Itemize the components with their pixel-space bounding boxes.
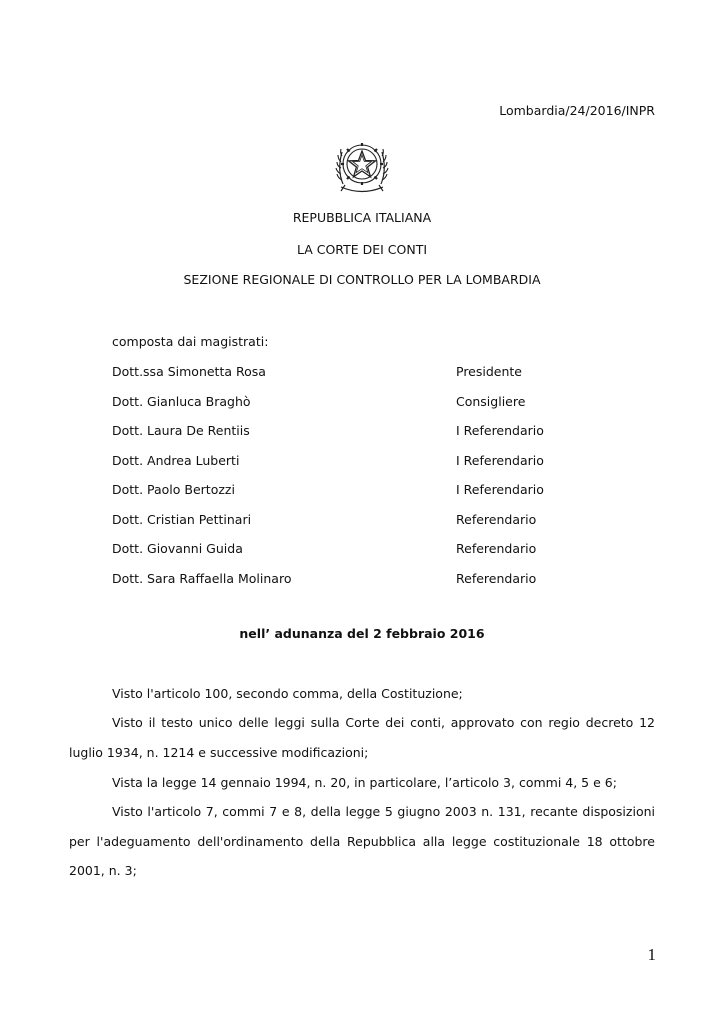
magistrate-role: I Referendario bbox=[456, 482, 544, 497]
paragraph: Visto l'articolo 7, commi 7 e 8, della legge 5 giugno 2003 n. 131, recante disposizioni per l'adeguamento dell'ordinamento della Repubblica alla legge costituzionale 18 ottobre 2001, n. 3; bbox=[69, 804, 655, 879]
magistrate-name: Dott. Andrea Luberti bbox=[112, 453, 240, 468]
magistrate-role: Referendario bbox=[456, 541, 537, 556]
magistrate-role: Referendario bbox=[456, 512, 537, 527]
magistrate-role: I Referendario bbox=[456, 453, 544, 468]
header-section: SEZIONE REGIONALE DI CONTROLLO PER LA LOMBARDIA bbox=[183, 272, 541, 287]
paragraph: Vista la legge 14 gennaio 1994, n. 20, in particolare, l’articolo 3, commi 4, 5 e 6; bbox=[112, 775, 617, 790]
session-date: nell’ adunanza del 2 febbraio 2016 bbox=[239, 626, 485, 641]
magistrate-name: Dott.ssa Simonetta Rosa bbox=[112, 364, 266, 379]
magistrate-role: Consigliere bbox=[456, 394, 526, 409]
magistrate-name: Dott. Giovanni Guida bbox=[112, 541, 243, 556]
paragraph: Visto l'articolo 100, secondo comma, della Costituzione; bbox=[112, 686, 463, 701]
magistrate-role: I Referendario bbox=[456, 423, 544, 438]
header-republic: REPUBBLICA ITALIANA bbox=[292, 210, 432, 225]
magistrate-name: Dott. Laura De Rentiis bbox=[112, 423, 250, 438]
magistrate-name: Dott. Paolo Bertozzi bbox=[112, 482, 235, 497]
composta-label: composta dai magistrati: bbox=[112, 334, 269, 349]
magistrate-name: Dott. Gianluca Braghò bbox=[112, 394, 251, 409]
magistrate-name: Dott. Sara Raffaella Molinaro bbox=[112, 571, 292, 586]
header-court: LA CORTE DEI CONTI bbox=[296, 242, 428, 257]
paragraph: Visto il testo unico delle leggi sulla Corte dei conti, approvato con regio decreto 12 luglio 1934, n. 1214 e successive modificazioni; bbox=[69, 715, 655, 760]
magistrate-role: Referendario bbox=[456, 571, 537, 586]
magistrate-role: Presidente bbox=[456, 364, 522, 379]
document-reference: Lombardia/24/2016/INPR bbox=[499, 103, 655, 118]
magistrate-name: Dott. Cristian Pettinari bbox=[112, 512, 252, 527]
page-number: 1 bbox=[647, 945, 656, 964]
italian-republic-emblem-icon bbox=[333, 134, 391, 198]
